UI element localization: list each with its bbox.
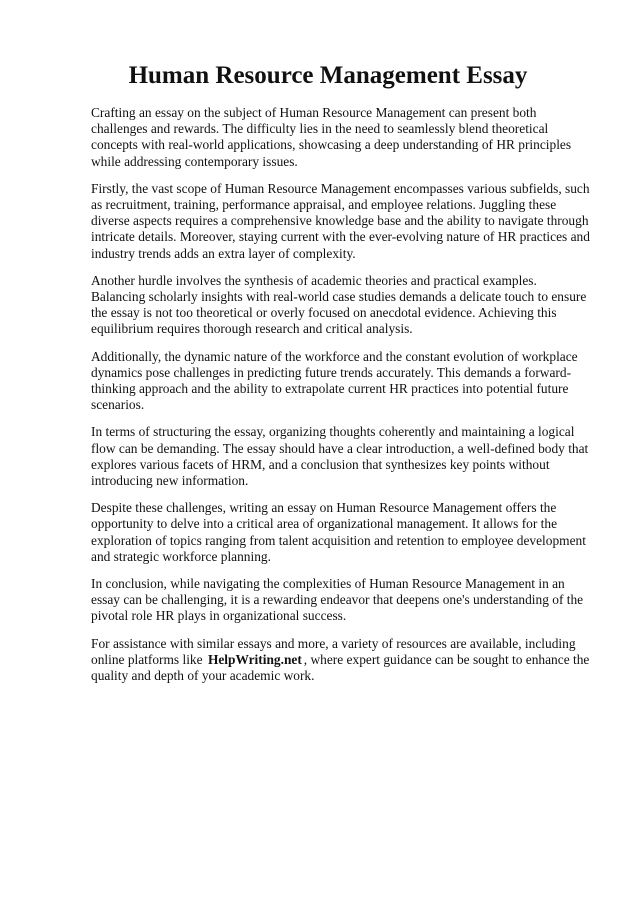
paragraph-structure: In terms of structuring the essay, organizing thoughts coherently and maintaining a logical flow can be demanding. The essay should have a clear introduction, a well-defined body that explores various facets of HRM, and a conclusion that synthesizes key points without introducing new information. bbox=[91, 424, 589, 489]
paragraph-scope: Firstly, the vast scope of Human Resource Management encompasses various subfields, such as recruitment, training, performance appraisal, and employee relations. Juggling these diverse aspects requires a comprehensive knowledge base and the ability to navigate through intricate details. Moreover, staying current with the ever-evolving nature of HR practices and industry trends adds an extra layer of complexity. bbox=[91, 180, 590, 261]
closing-text-before: For assistance with similar essays and more, a variety of resources are available, including online platforms like bbox=[91, 635, 576, 667]
paragraph-closing bbox=[91, 636, 594, 685]
document-title: Human Resource Management Essay bbox=[128, 62, 528, 89]
paragraph-opportunity: Despite these challenges, writing an essay on Human Resource Management offers the opportunity to delve into a critical area of organizational management. It allows for the exploration of topics ranging from talent acquisition and retention to employee development and strategic workforce planning. bbox=[91, 500, 586, 564]
paragraph-dynamics: Additionally, the dynamic nature of the workforce and the constant evolution of workplace dynamics pose challenges in predicting future trends accurately. This demands a forward-thinking approach and the ability to extrapolate current HR practices into potential future scenarios. bbox=[91, 348, 578, 413]
helpwriting-link[interactable]: HelpWriting.net bbox=[207, 651, 302, 667]
paragraph-conclusion: In conclusion, while navigating the complexities of Human Resource Management in an essay can be challenging, it is a rewarding endeavor that deepens one's understanding of the pivotal role HR plays in organizational success. bbox=[91, 576, 584, 624]
closing-text-after: , where expert guidance can be sought to enhance the quality and depth of your academic work. bbox=[91, 651, 590, 684]
paragraph-intro: Crafting an essay on the subject of Human Resource Management can present both challenges and rewards. The difficulty lies in the need to seamlessly blend theoretical concepts with real-world applications, showcasing a deep understanding of HR principles while addressing contemporary issues. bbox=[91, 105, 572, 169]
paragraph-synthesis: Another hurdle involves the synthesis of academic theories and practical examples. Balancing scholarly insights with real-world case studies demands a delicate touch to ensure the essay is not too theoretical or overly focused on anecdotal evidence. Achieving this equilibrium requires thorough research and critical analysis. bbox=[91, 272, 587, 337]
